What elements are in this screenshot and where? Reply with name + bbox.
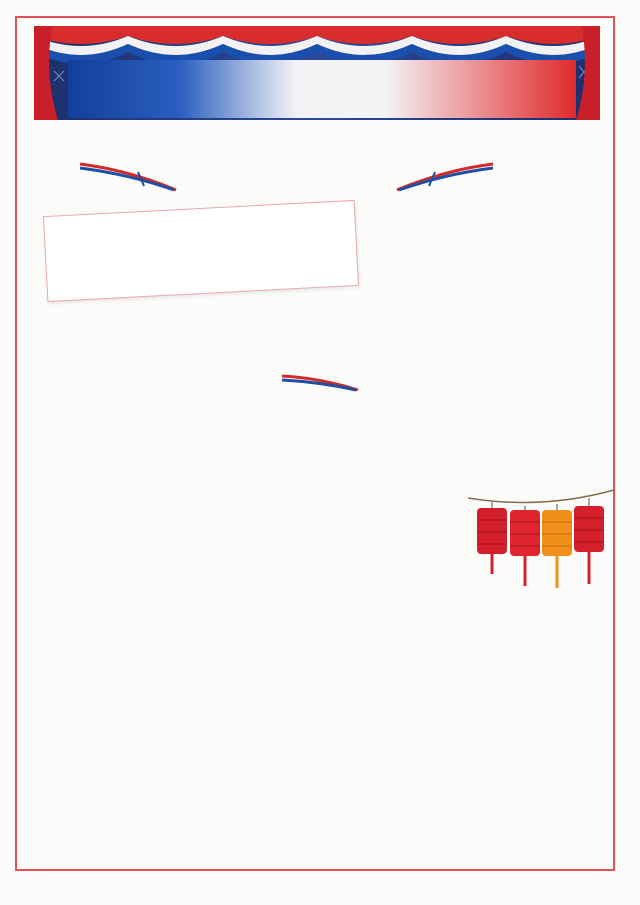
ribbon-left-icon <box>78 160 178 192</box>
firework-blue-icon <box>40 440 164 564</box>
rendezvous-box <box>43 200 359 302</box>
lantern-icon <box>542 504 572 588</box>
rendezvous-line-1 <box>45 214 355 230</box>
ribbon-center-icon <box>280 372 360 392</box>
title-banner <box>68 60 576 118</box>
firework-cluster-icon <box>405 184 580 344</box>
lantern-icon <box>510 506 540 586</box>
rendezvous-line-2 <box>45 214 355 230</box>
lantern-icon <box>574 498 604 584</box>
lantern-string-icon <box>468 484 616 596</box>
lantern-icon <box>477 502 507 574</box>
